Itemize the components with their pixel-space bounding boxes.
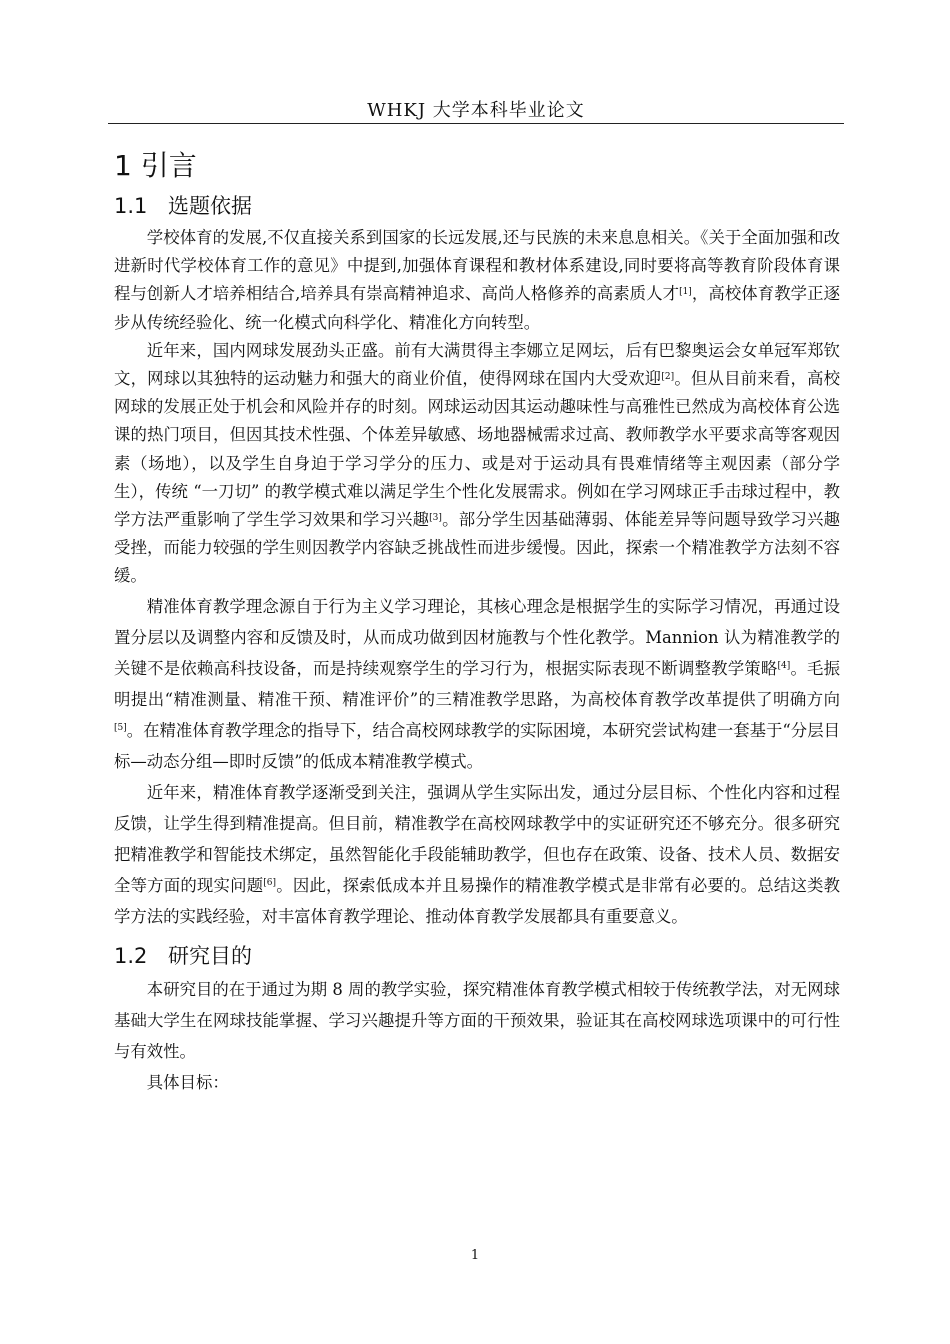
- paragraph-text: 近年来，国内网球发展劲头正盛。前有大满贯得主李娜立足网坛，后有巴黎奥运会女单冠军郑钦文，网球以其独特的运动魅力和强大的商业价值，使得网球在国内大受欢迎: [114, 340, 840, 389]
- page-number: 1: [470, 1248, 480, 1263]
- section-number: 1.2: [114, 943, 148, 968]
- citation[interactable]: [6]: [263, 877, 277, 888]
- section-heading-1-2: [114, 940, 840, 972]
- page-content: [114, 146, 840, 1098]
- section-title: 选题依据: [168, 194, 252, 218]
- paragraph: 具体目标：: [146, 1072, 229, 1092]
- paragraph-text: 精准体育教学理念源自于行为主义学习理论，其核心理念是根据学生的实际学习情况，再通过设置分层以及调整内容和反馈及时，从而成功做到因材施教与个性化教学。Mannion 认为精准教学的关键不是依赖高科技设备，而是持续观察学生的学习行为，根据实际表现不断调整教学策略: [114, 596, 840, 678]
- section-title: 研究目的: [168, 943, 252, 968]
- paragraph-text: 。因此，探索低成本并且易操作的精准教学模式是非常有必要的。总结这类教学方法的实践经验，对丰富体育教学理论、推动体育教学发展都具有重要意义。: [114, 875, 841, 926]
- paragraph: [114, 224, 840, 337]
- paragraph-text: ，高校体育教学正逐步从传统经验化、统一化模式向科学化、精准化方向转型。: [114, 284, 840, 332]
- section-heading-1-1: [114, 190, 840, 222]
- paragraph: 本研究目的在于通过为期 8 周的教学实验，探究精准体育教学模式相较于传统教学法，对无网球基础大学生在网球技能掌握、学习兴趣提升等方面的干预效果，验证其在高校网球选项课中的可行性与有效性。: [114, 979, 840, 1061]
- paragraph-text: 学校体育的发展,不仅直接关系到国家的长远发展,还与民族的未来息息相关。《关于全面加强和改进新时代学校体育工作的意见》中提到,加强体育课程和教材体系建设,同时要将高等教育阶段体育课程与创新人才培养相结合,培养具有崇高精神追求、高尚人格修养的高素质人才: [114, 228, 840, 304]
- paragraph: [114, 777, 840, 932]
- paragraph: [114, 337, 840, 591]
- paragraph-text: 。但从目前来看，高校网球的发展正处于机会和风险并存的时刻。网球运动因其运动趣味性与高雅性已然成为高校体育公选课的热门项目，但因其技术性强、个体差异敏感、场地器械需求过高、教师教学水平要求高等客观因素（场地），以及学生自身迫于学习学分的压力、或是对于运动具有畏难情绪等主观因素（部分学生），传统 “一刀切” 的教学模式难以满足学生个性化发展需求。例如在学习网球正手击球过程中，教学方法严重影响了学生学习效果和学习兴趣: [114, 369, 841, 530]
- citation[interactable]: [4]: [777, 660, 791, 671]
- paragraph-text: 近年来，精准体育教学逐渐受到关注，强调从学生实际出发，通过分层目标、个性化内容和过程反馈，让学生得到精准提高。但目前，精准教学在高校网球教学中的实证研究还不够充分。很多研究把精准教学和智能技术绑定，虽然智能化手段能辅助教学，但也存在政策、设备、技术人员、数据安全等方面的现实问题: [114, 782, 840, 895]
- citation[interactable]: [2]: [661, 372, 675, 383]
- citation[interactable]: [3]: [429, 513, 442, 524]
- paragraph: [114, 591, 840, 777]
- header-rule: [108, 123, 844, 124]
- paragraph-text: 。在精准体育教学理念的指导下，结合高校网球教学的实际困境，本研究尝试构建一套基于“分层目标—动态分组—即时反馈”的低成本精准教学模式。: [114, 720, 840, 771]
- paragraph-text: 。部分学生因基础薄弱、体能差异等问题导致学习兴趣受挫，而能力较强的学生则因教学内容缺乏挑战性而进步缓慢。因此，探索一个精准教学方法刻不容缓。: [114, 510, 840, 586]
- section-number: 1.1: [114, 194, 148, 218]
- running-header: WHKJ 大学本科毕业论文: [367, 100, 585, 121]
- paragraph-text: 。毛振明提出“精准测量、精准干预、精准评价”的三精准教学思路，为高校体育教学改革提供了明确方向: [114, 658, 841, 709]
- citation[interactable]: [5]: [114, 722, 127, 733]
- chapter-title: 1 引言: [114, 149, 197, 182]
- citation[interactable]: [1]: [679, 287, 692, 298]
